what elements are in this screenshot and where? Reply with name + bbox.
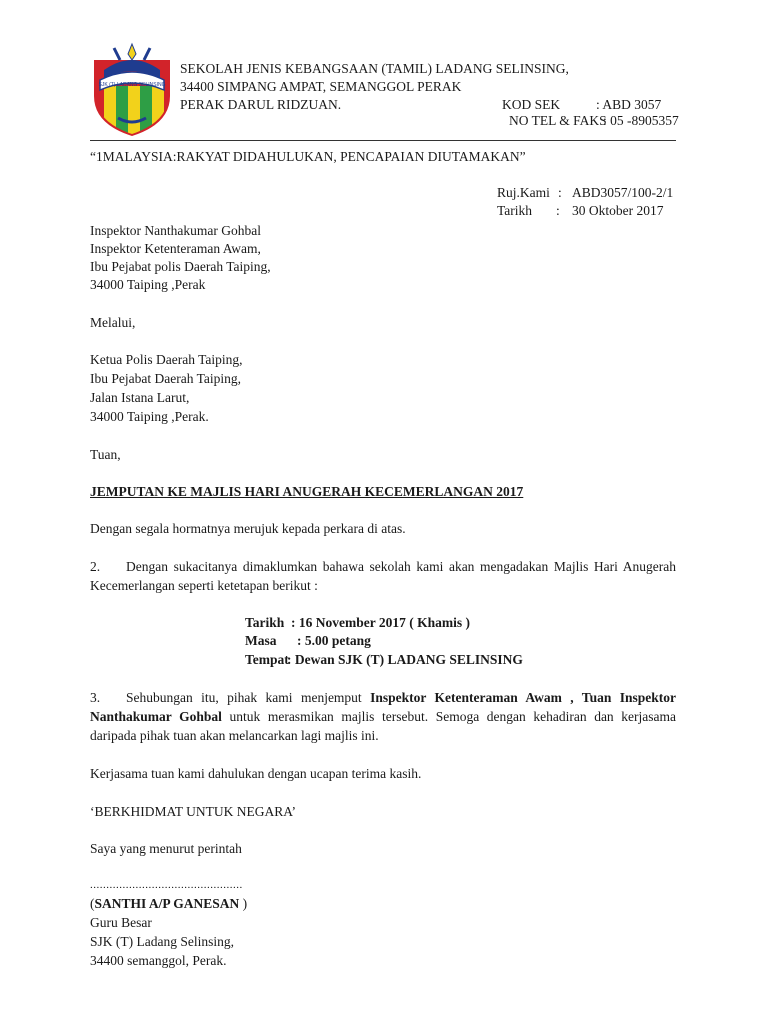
school-state: PERAK DARUL RIDZUAN.	[180, 97, 342, 112]
para3-bold-title: Inspektor Ketenteraman Awam , Tuan Inspektor	[370, 690, 676, 705]
via-line: Ibu Pejabat Daerah Taiping,	[90, 371, 242, 386]
signer-name-line	[90, 895, 247, 914]
signer-address: 34400 semanggol, Perak.	[90, 953, 227, 968]
tarikh-sep: :	[556, 203, 560, 218]
via-line: 34000 Taiping ,Perak.	[90, 409, 209, 424]
ruj-value: ABD3057/100-2/1	[572, 185, 674, 200]
school-name: SEKOLAH JENIS KEBANGSAAN (TAMIL) LADANG SELINSING,	[180, 61, 569, 76]
event-tempat-value: : Dewan SJK (T) LADANG SELINSING	[287, 652, 523, 667]
para3-number: 3.	[90, 690, 101, 705]
event-tarikh-value: : 16 November 2017 ( Khamis )	[291, 615, 470, 630]
slogan: “1MALAYSIA:RAKYAT DIDAHULUKAN, PENCAPAIAN DIUTAMAKAN”	[90, 149, 526, 164]
tel-faks-label: NO TEL & FAKS	[509, 113, 607, 128]
subject: JEMPUTAN KE MAJLIS HARI ANUGERAH KECEMERLANGAN 2017	[90, 484, 524, 499]
signer-paren-close: )	[239, 896, 248, 911]
ruj-sep: :	[558, 185, 562, 200]
recipient-line: Ibu Pejabat polis Daerah Taiping,	[90, 259, 271, 274]
school-address: 34400 SIMPANG AMPAT, SEMANGGOL PERAK	[180, 79, 462, 94]
paragraph-1: Dengan segala hormatnya merujuk kepada perkara di atas.	[90, 521, 406, 536]
kod-sek-label: KOD SEK	[502, 97, 561, 112]
event-tarikh-label: Tarikh	[245, 615, 285, 630]
closing: Saya yang menurut perintah	[90, 841, 242, 856]
motto: ‘BERKHIDMAT UNTUK NEGARA’	[90, 804, 296, 819]
para3-text: untuk merasmikan majlis tersebut. Semoga dengan kehadiran dan kerjasama	[221, 709, 676, 724]
para3-line1	[126, 689, 676, 708]
shield-stripe-yellow	[104, 86, 116, 136]
signer-school: SJK (T) Ladang Selinsing,	[90, 934, 234, 949]
salutation: Tuan,	[90, 447, 121, 462]
recipient-line: Inspektor Ketenteraman Awam,	[90, 241, 261, 256]
via-line: Ketua Polis Daerah Taiping,	[90, 352, 243, 367]
para2-line1: Dengan sukacitanya dimaklumkan bahawa sekolah kami akan mengadakan Majlis Hari Anugerah	[126, 559, 676, 574]
paragraph-4: Kerjasama tuan kami dahulukan dengan ucapan terima kasih.	[90, 766, 422, 781]
tarikh-value: 30 Oktober 2017	[572, 203, 664, 218]
torch-icon	[128, 44, 136, 60]
recipient-line: Inspektor Nanthakumar Gohbal	[90, 223, 261, 238]
para2-number: 2.	[90, 559, 101, 574]
melalui: Melalui,	[90, 315, 136, 330]
crest-ribbon-text: SJK (T) LADANG SELINSING	[98, 82, 166, 88]
signature-line: ...............................................	[90, 879, 243, 891]
event-tempat-label: Tempat	[245, 652, 289, 667]
event-masa-value: : 5.00 petang	[297, 633, 371, 648]
para3-bold-name: Nanthakumar Gohbal	[90, 709, 222, 724]
school-crest-logo	[90, 40, 174, 136]
tarikh-label: Tarikh	[497, 203, 533, 218]
event-tempat	[245, 651, 523, 670]
kod-sek-value: : ABD 3057	[596, 97, 662, 112]
signer-name: SANTHI A/P GANESAN	[94, 896, 240, 911]
signer-title: Guru Besar	[90, 915, 152, 930]
para2-line2: Kecemerlangan seperti ketetapan berikut :	[90, 578, 318, 593]
para3-text: Sehubungan itu, pihak kami menjemput	[126, 690, 371, 705]
via-line: Jalan Istana Larut,	[90, 390, 190, 405]
recipient-line: 34000 Taiping ,Perak	[90, 277, 206, 292]
ruj-label: Ruj.Kami	[497, 185, 550, 200]
event-tarikh	[245, 614, 470, 633]
signer-paren-open: (	[90, 896, 95, 911]
header-divider	[90, 140, 676, 141]
para3-line2	[90, 708, 676, 727]
para3-line3: daripada pihak tuan akan melancarkan lagi majlis ini.	[90, 728, 379, 743]
event-masa-label: Masa	[245, 633, 277, 648]
event-masa	[245, 632, 371, 651]
tel-faks-value: : 05 -8905357	[603, 113, 679, 128]
